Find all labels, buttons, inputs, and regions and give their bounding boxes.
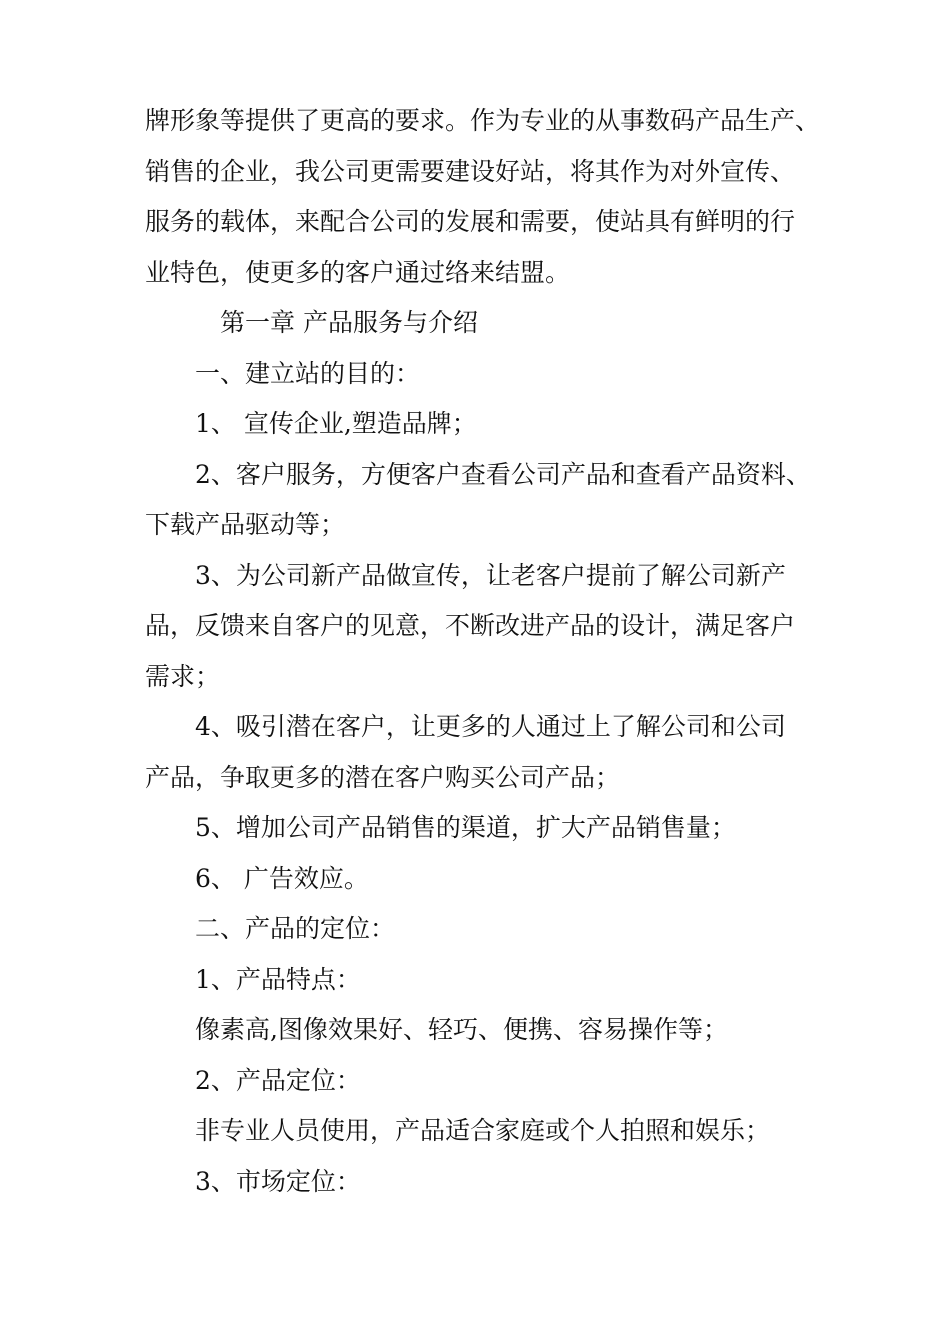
list-item (145, 702, 815, 803)
text-line: 4、吸引潜在客户，让更多的人通过上了解公司和公司 (195, 712, 786, 741)
text-line: 2、客户服务，方便客户查看公司产品和查看产品资料、 (195, 459, 811, 489)
text-line: 3、为公司新产品做宣传，让老客户提前了解公司新产 (195, 560, 786, 590)
subsection-heading: 3、市场定位： (195, 1166, 361, 1196)
subsection-heading: 1、产品特点： (195, 964, 361, 994)
text-line: 产品，争取更多的潜在客户购买公司产品； (145, 762, 621, 792)
section-heading-positioning: 二、产品的定位： (195, 914, 396, 943)
document-body (145, 96, 821, 1207)
paragraph-intro (145, 96, 821, 298)
list-item (145, 450, 815, 551)
text-line: 牌形象等提供了更高的要求。作为专业的从事数码产品生产、 (145, 106, 821, 135)
list-item: 1、 宣传企业,塑造品牌； (195, 409, 477, 438)
body-text: 非专业人员使用，产品适合家庭或个人拍照和娱乐； (195, 1116, 771, 1145)
list-item: 6、 广告效应。 (195, 863, 369, 893)
list-item: 5、增加公司产品销售的渠道，扩大产品销售量； (195, 813, 736, 842)
text-line: 服务的载体，来配合公司的发展和需要，使站具有鲜明的行 (145, 207, 796, 236)
section-heading-purpose: 一、建立站的目的： (195, 358, 421, 388)
body-text: 像素高,图像效果好、轻巧、便携、容易操作等； (195, 1015, 728, 1044)
subsection-heading: 2、产品定位： (195, 1065, 361, 1095)
text-line: 业特色，使更多的客户通过络来结盟。 (145, 257, 571, 287)
list-item (145, 551, 815, 703)
text-line: 下载产品驱动等； (145, 510, 346, 539)
text-line: 需求； (145, 661, 221, 691)
chapter-heading: 第一章 产品服务与介绍 (220, 308, 478, 337)
text-line: 销售的企业，我公司更需要建设好站，将其作为对外宣传、 (145, 156, 796, 186)
text-line: 品，反馈来自客户的见意，不断改进产品的设计，满足客户 (145, 611, 796, 640)
